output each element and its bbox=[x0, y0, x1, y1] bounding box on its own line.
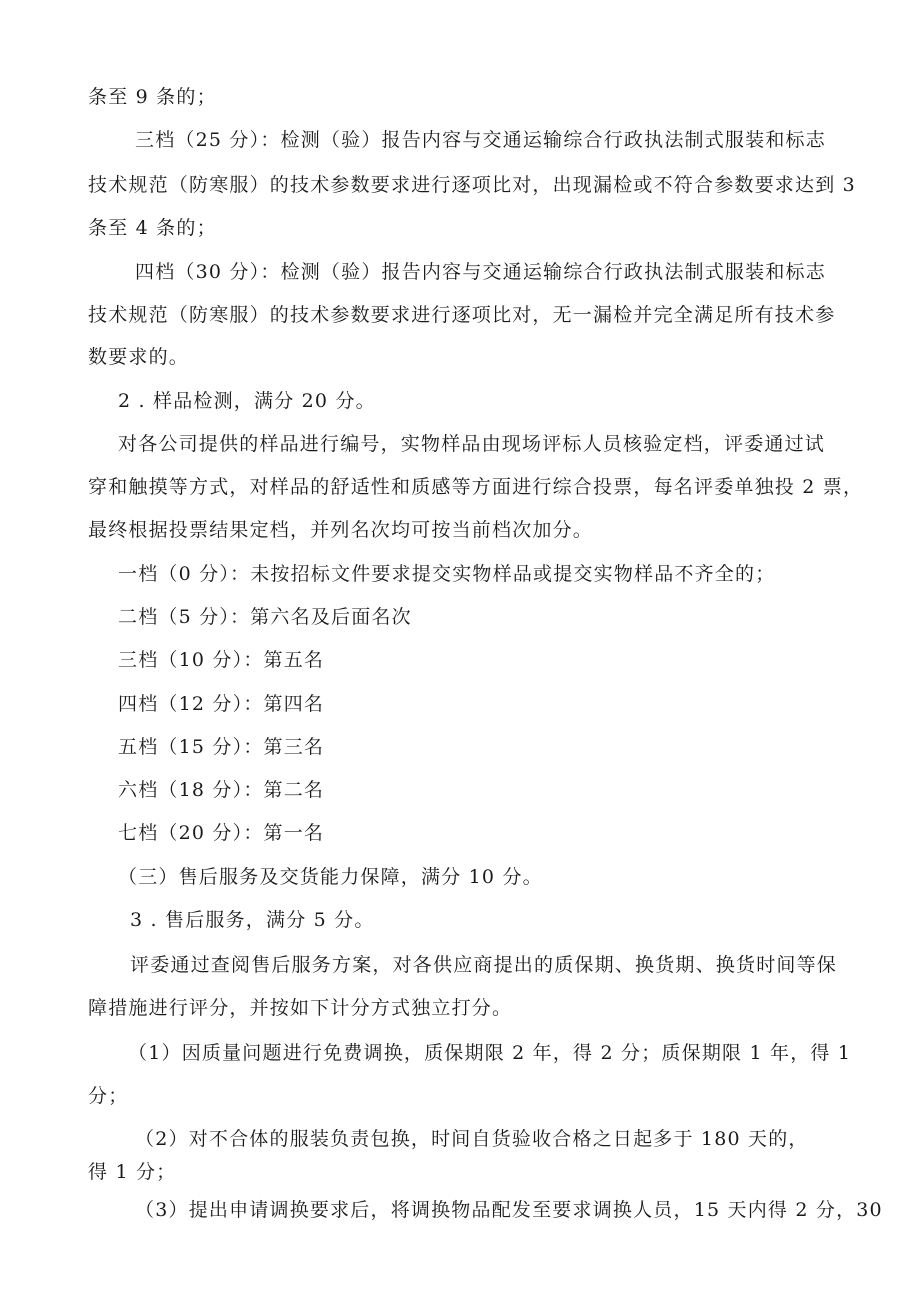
text-line: 评委通过查阅售后服务方案，对各供应商提出的质保期、换货期、换货时间等保 bbox=[130, 954, 838, 976]
text-line: 七档（20 分）：第一名 bbox=[118, 822, 325, 844]
text-line: （3）提出申请调换要求后，将调换物品配发至要求调换人员，15 天内得 2 分，30 bbox=[135, 1199, 883, 1221]
text-line: 数要求的。 bbox=[88, 346, 190, 368]
text-line: 五档（15 分）：第三名 bbox=[118, 736, 325, 758]
text-line: 一档（0 分）：未按招标文件要求提交实物样品或提交实物样品不齐全的； bbox=[118, 563, 776, 585]
text-line: 四档（12 分）：第四名 bbox=[118, 693, 325, 715]
text-line: 障措施进行评分，并按如下计分方式独立打分。 bbox=[88, 997, 513, 1019]
text-line: 技术规范（防寒服）的技术参数要求进行逐项比对，出现漏检或不符合参数要求达到 3 bbox=[88, 174, 856, 196]
text-line: 六档（18 分）：第二名 bbox=[118, 779, 325, 801]
section-heading: 2 . 样品检测，满分 20 分。 bbox=[118, 390, 376, 412]
text-line: 四档（30 分）：检测（验）报告内容与交通运输综合行政执法制式服装和标志 bbox=[135, 261, 826, 283]
text-line: （1）因质量问题进行免费调换，质保期限 2 年，得 2 分；质保期限 1 年，得 1 bbox=[128, 1042, 852, 1064]
text-line: 条至 4 条的； bbox=[88, 217, 217, 239]
text-line: 三档（25 分）：检测（验）报告内容与交通运输综合行政执法制式服装和标志 bbox=[135, 129, 826, 151]
text-line: 条至 9 条的； bbox=[88, 86, 217, 108]
text-line: 穿和触摸等方式，对样品的舒适性和质感等方面进行综合投票，每名评委单独投 2 票， bbox=[88, 476, 864, 498]
text-line: 对各公司提供的样品进行编号，实物样品由现场评标人员核验定档，评委通过试 bbox=[118, 433, 826, 455]
text-line: （2）对不合体的服装负责包换，时间自货验收合格之日起多于 180 天的， bbox=[135, 1128, 809, 1150]
text-line: 三档（10 分）：第五名 bbox=[118, 649, 325, 671]
text-line: 技术规范（防寒服）的技术参数要求进行逐项比对，无一漏检并完全满足所有技术参 bbox=[88, 304, 836, 326]
text-line: 最终根据投票结果定档，并列名次均可按当前档次加分。 bbox=[88, 519, 594, 541]
text-line: 得 1 分； bbox=[88, 1161, 177, 1183]
text-line: 分； bbox=[88, 1085, 129, 1107]
text-line: 二档（5 分）：第六名及后面名次 bbox=[118, 606, 412, 628]
section-heading: （三）售后服务及交货能力保障，满分 10 分。 bbox=[118, 866, 543, 888]
section-heading: 3 . 售后服务，满分 5 分。 bbox=[130, 909, 375, 931]
